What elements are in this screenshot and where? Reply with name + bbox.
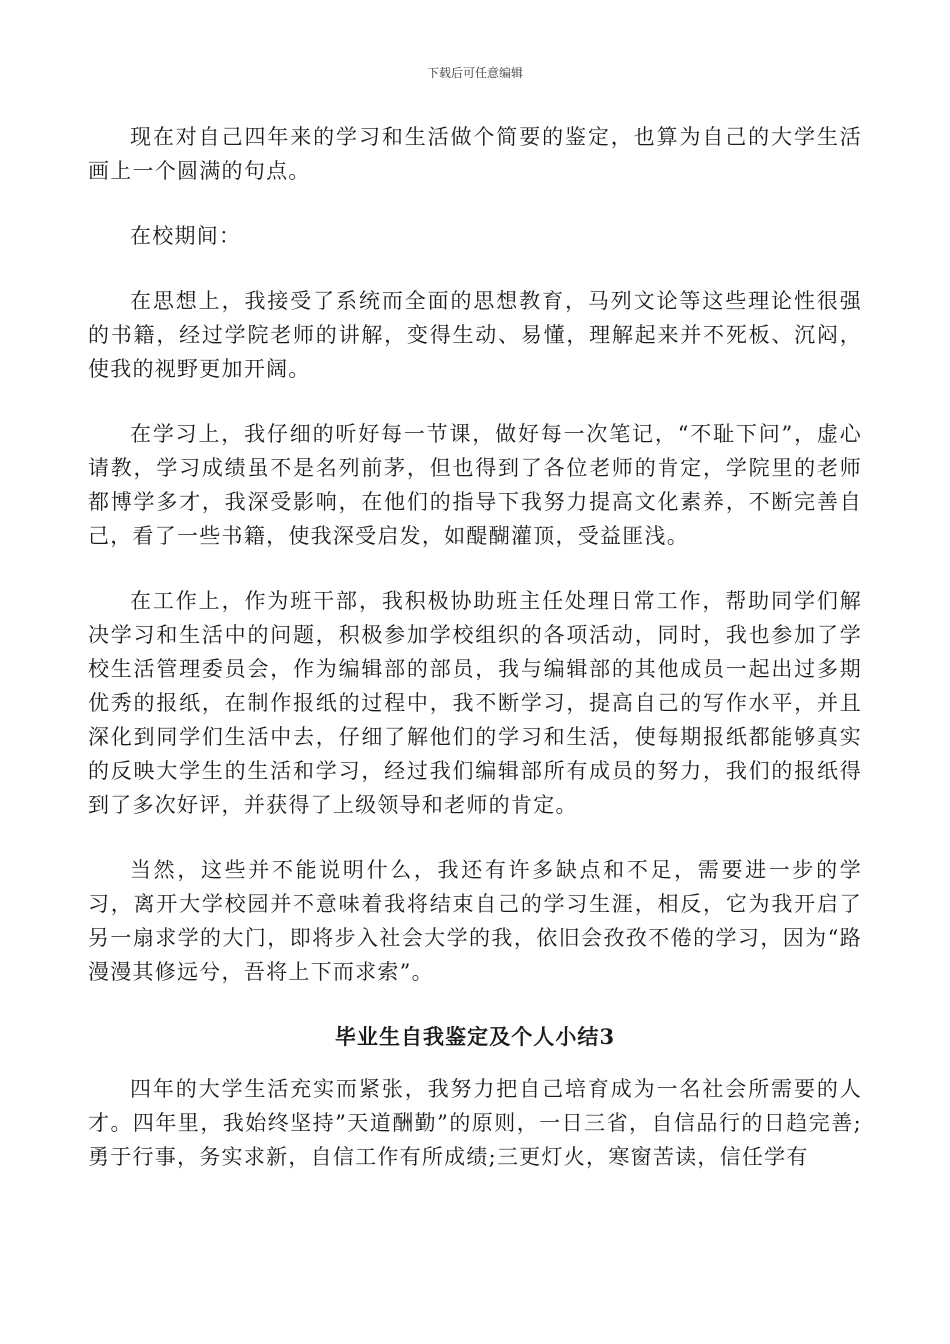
section-heading: 毕业生自我鉴定及个人小结3 — [334, 1024, 616, 1049]
paragraph: 四年的大学生活充实而紧张，我努力把自己培育成为一名社会所需要的人才。四年里，我始终坚持”天道酬勤”的原则，一日三省，自信品行的日趋完善;勇于行事，务实求新，自信工作有所成绩;三更灯火，寒窗苦读，信任学有 — [88, 1077, 862, 1169]
paragraph: 在校期间： — [130, 224, 242, 248]
paragraph: 在工作上，作为班干部，我积极协助班主任处理日常工作，帮助同学们解决学习和生活中的问题，积极参加学校组织的各项活动，同时，我也参加了学校生活管理委员会，作为编辑部的部员，我与编辑部的其他成员一起出过多期优秀的报纸，在制作报纸的过程中，我不断学习，提高自己的写作水平，并且深化到同学们生活中去，仔细了解他们的学习和生活，使每期报纸都能够真实的反映大学生的生活和学习，经过我们编辑部所有成员的努力，我们的报纸得到了多次好评，并获得了上级领导和老师的肯定。 — [88, 589, 862, 817]
document-body — [88, 120, 862, 1205]
paragraph: 在思想上，我接受了系统而全面的思想教育，马列文论等这些理论性很强的书籍，经过学院老师的讲解，变得生动、易懂，理解起来并不死板、沉闷，使我的视野更加开阔。 — [88, 289, 862, 381]
paragraph: 在学习上，我仔细的听好每一节课，做好每一次笔记，“不耻下问”，虚心请教，学习成绩虽不是名列前茅，但也得到了各位老师的肯定，学院里的老师都博学多才，我深受影响，在他们的指导下我努力提高文化素养，不断完善自己，看了一些书籍，使我深受启发，如醍醐灌顶，受益匪浅。 — [88, 422, 862, 548]
paragraph: 当然，这些并不能说明什么，我还有许多缺点和不足，需要进一步的学习，离开大学校园并不意味着我将结束自己的学习生涯，相反，它为我开启了另一扇求学的大门，即将步入社会大学的我，依旧会孜孜不倦的学习，因为“路漫漫其修远兮，吾将上下而求索”。 — [88, 858, 862, 984]
page-header: 下载后可任意编辑 — [426, 66, 523, 80]
paragraph: 现在对自己四年来的学习和生活做个简要的鉴定，也算为自己的大学生活画上一个圆满的句点。 — [88, 125, 862, 183]
